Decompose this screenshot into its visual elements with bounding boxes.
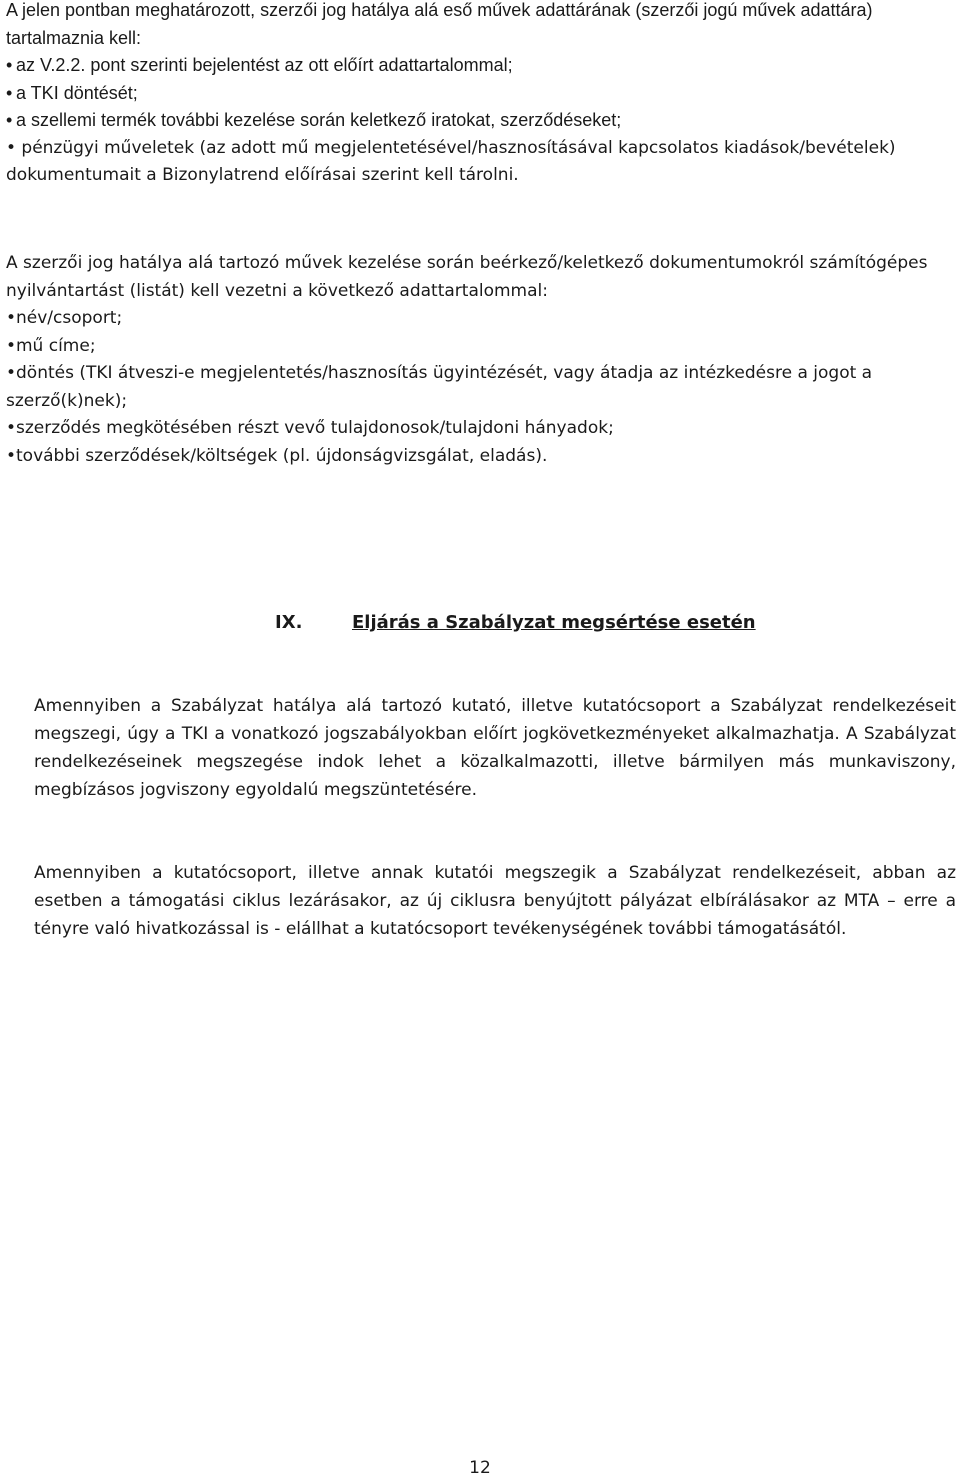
- list-item: • szerződés megkötésében részt vevő tulajdonosok/tulajdoni hányadok;: [6, 415, 956, 443]
- nyilvantartas-intro: A szerzői jog hatálya alá tartozó művek kezelése során beérkező/keletkező dokumentumokról számítógépes nyilvántartást (listát) kell vezetni a következő adattartalommal:: [6, 253, 928, 301]
- adattar-section: [6, 0, 956, 190]
- list-item: • a TKI döntését;: [6, 80, 956, 108]
- section-number: IX.: [275, 612, 303, 633]
- adattar-intro: A jelen pontban meghatározott, szerzői jog hatálya alá eső művek adattárának (szerzői jogú művek adattára) tartalmaznia kell:: [6, 0, 873, 48]
- paragraph: Amennyiben a Szabályzat hatálya alá tartozó kutató, illetve kutatócsoport a Szabályzat rendelkezéseit megszegi, úgy a TKI a vonatkozó jogszabályokban előírt jogkövetkezményeket alkalmazhatja. A Szabályzat rendelkezéseinek megszegése indok lehet a közalkalmazotti, illetve bármilyen más munkaviszony, megbízásos jogviszony egyoldalú megszüntetésére.: [34, 696, 956, 800]
- list-item: • pénzügyi műveletek (az adott mű megjelentetésével/hasznosításával kapcsolatos kiadások/bevételek) dokumentumait a Bizonylatrend előírásai szerint kell tárolni.: [6, 135, 956, 190]
- list-item: • mű címe;: [6, 333, 956, 361]
- paragraph: Amennyiben a kutatócsoport, illetve annak kutatói megszegik a Szabályzat rendelkezéseit, abban az esetben a támogatási ciklus lezárásakor, az új ciklusra benyújtott pályázat elbírálásakor az MTA – erre a tényre való hivatkozással is - elállhat a kutatócsoport tevékenységének további támogatásától.: [34, 863, 956, 939]
- list-item: • döntés (TKI átveszi-e megjelentetés/hasznosítás ügyintézését, vagy átadja az intézkedésre a jogot a szerző(k)nek);: [6, 360, 956, 415]
- page-number: 12: [469, 1458, 491, 1478]
- nyilvantartas-section: [6, 250, 956, 470]
- section-heading: [0, 612, 960, 642]
- list-item: • további szerződések/költségek (pl. újdonságvizsgálat, eladás).: [6, 443, 956, 471]
- list-item: • a szellemi termék további kezelése során keletkező iratokat, szerződéseket;: [6, 107, 956, 135]
- list-item: • az V.2.2. pont szerinti bejelentést az ott előírt adattartalommal;: [6, 52, 956, 80]
- section-title: Eljárás a Szabályzat megsértése esetén: [352, 612, 756, 633]
- list-item: • név/csoport;: [6, 305, 956, 333]
